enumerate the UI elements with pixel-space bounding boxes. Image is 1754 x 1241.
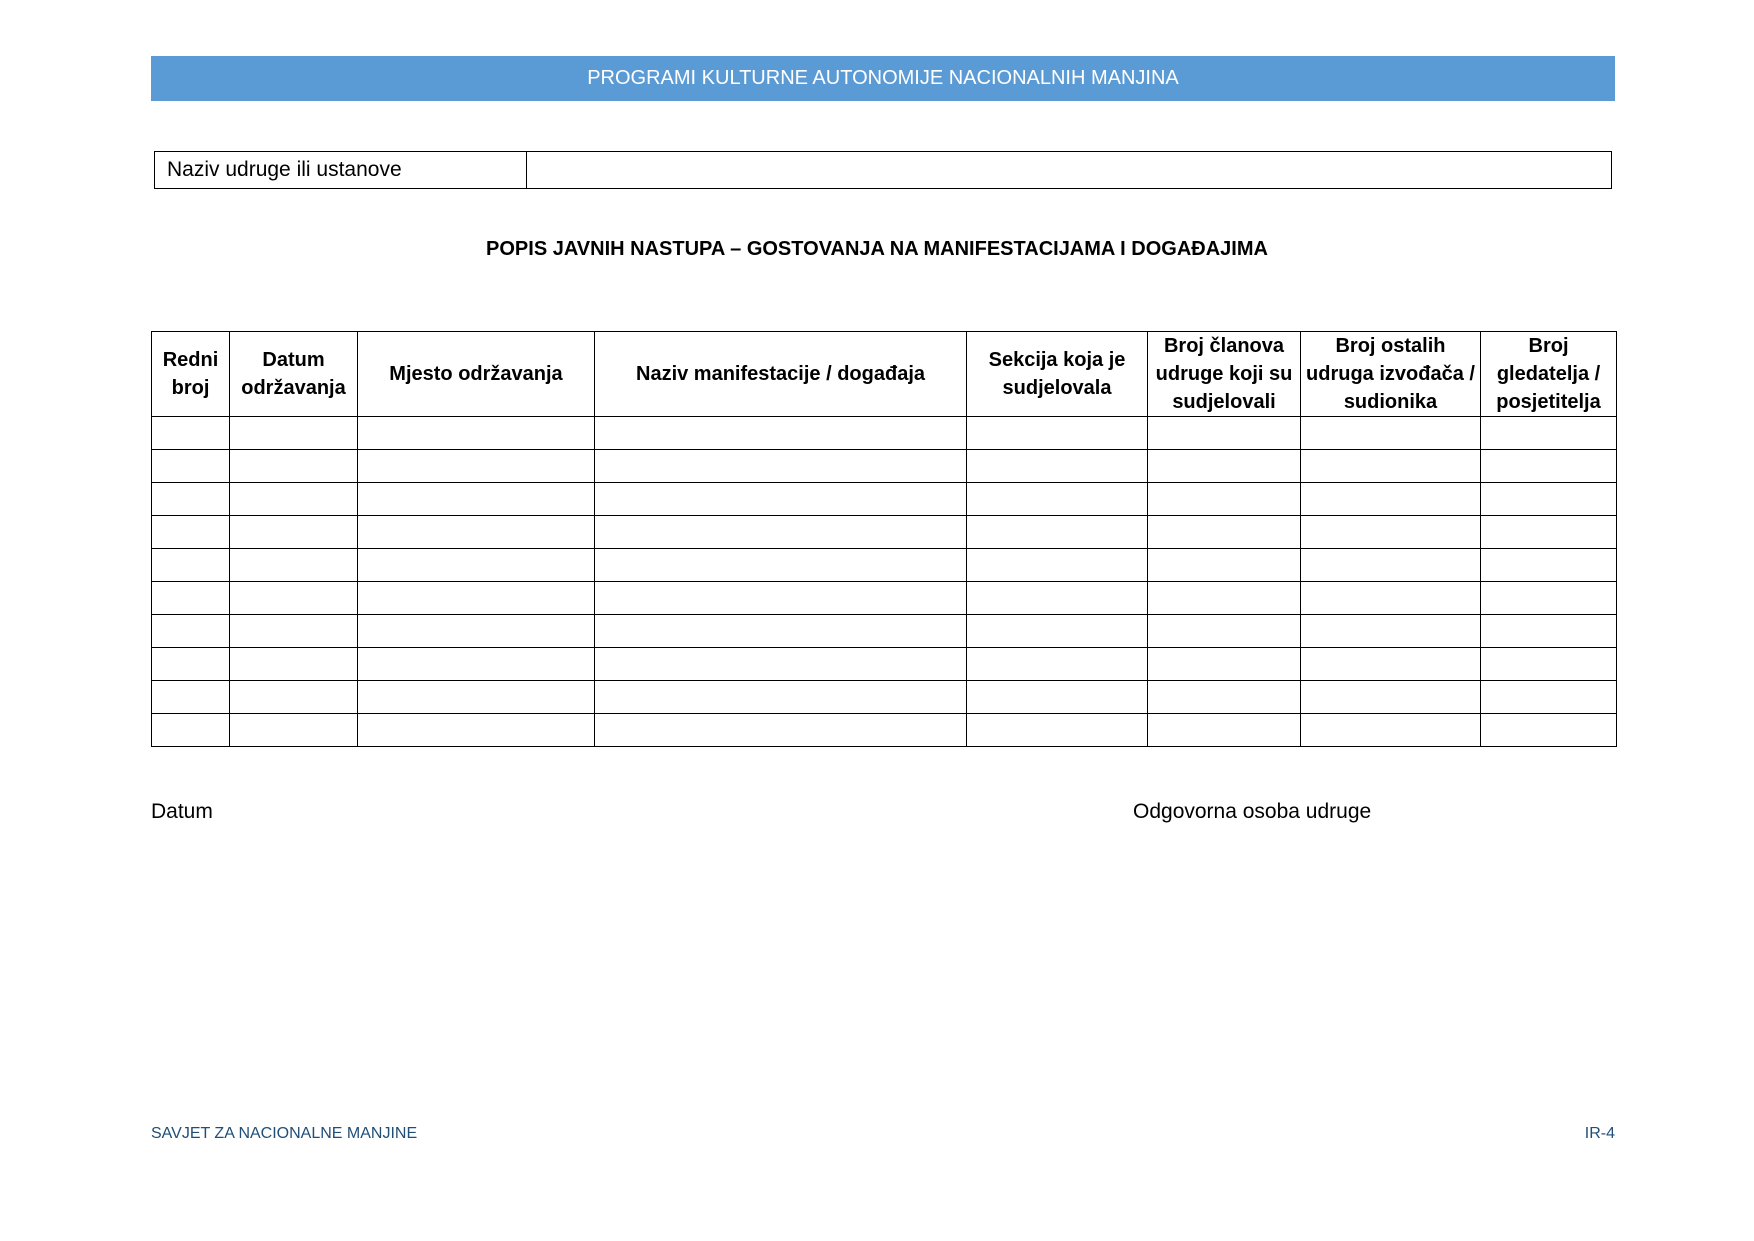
- table-cell[interactable]: [1301, 714, 1481, 747]
- table-cell[interactable]: [152, 450, 230, 483]
- table-cell[interactable]: [230, 582, 358, 615]
- table-cell[interactable]: [1301, 549, 1481, 582]
- table-cell[interactable]: [1301, 615, 1481, 648]
- table-cell[interactable]: [152, 483, 230, 516]
- table-cell[interactable]: [358, 582, 595, 615]
- table-cell[interactable]: [1148, 582, 1301, 615]
- column-header-date: Datum održavanja: [230, 332, 358, 417]
- table-cell[interactable]: [230, 516, 358, 549]
- table-cell[interactable]: [1481, 516, 1617, 549]
- table-cell[interactable]: [1301, 483, 1481, 516]
- table-cell[interactable]: [1481, 450, 1617, 483]
- table-cell[interactable]: [967, 549, 1148, 582]
- table-cell[interactable]: [1301, 582, 1481, 615]
- column-header-other-associations: Broj ostalih udruga izvođača / sudionika: [1301, 332, 1481, 417]
- table-header-row: [152, 332, 1617, 417]
- table-cell[interactable]: [230, 681, 358, 714]
- table-cell[interactable]: [1148, 516, 1301, 549]
- table-cell[interactable]: [967, 582, 1148, 615]
- table-cell[interactable]: [152, 714, 230, 747]
- table-row: [152, 714, 1617, 747]
- table-cell[interactable]: [1301, 450, 1481, 483]
- table-cell[interactable]: [1148, 450, 1301, 483]
- table-cell[interactable]: [1481, 615, 1617, 648]
- table-cell[interactable]: [595, 417, 967, 450]
- table-cell[interactable]: [595, 648, 967, 681]
- table-cell[interactable]: [358, 417, 595, 450]
- column-header-event-name: Naziv manifestacije / događaja: [595, 332, 967, 417]
- table-cell[interactable]: [595, 681, 967, 714]
- header-banner: [151, 56, 1615, 101]
- table-row: [152, 681, 1617, 714]
- column-header-ordinal: Redni broj: [152, 332, 230, 417]
- column-header-member-count: Broj članova udruge koji su sudjelovali: [1148, 332, 1301, 417]
- table-cell[interactable]: [1148, 648, 1301, 681]
- footer-organization: SAVJET ZA NACIONALNE MANJINE: [151, 1125, 418, 1142]
- table-cell[interactable]: [1481, 483, 1617, 516]
- table-cell[interactable]: [967, 516, 1148, 549]
- table-cell[interactable]: [967, 483, 1148, 516]
- table-cell[interactable]: [230, 615, 358, 648]
- table-cell[interactable]: [358, 648, 595, 681]
- table-row: [152, 615, 1617, 648]
- column-header-location: Mjesto održavanja: [358, 332, 595, 417]
- table-cell[interactable]: [358, 516, 595, 549]
- organization-label: Naziv udruge ili ustanove: [155, 152, 527, 189]
- column-header-audience-count: Broj gledatelja / posjetitelja: [1481, 332, 1617, 417]
- table-row: [152, 483, 1617, 516]
- table-cell[interactable]: [1301, 516, 1481, 549]
- table-cell[interactable]: [230, 450, 358, 483]
- table-cell[interactable]: [595, 483, 967, 516]
- table-cell[interactable]: [230, 648, 358, 681]
- table-cell[interactable]: [230, 417, 358, 450]
- table-cell[interactable]: [358, 450, 595, 483]
- table-cell[interactable]: [967, 648, 1148, 681]
- table-cell[interactable]: [595, 714, 967, 747]
- table-cell[interactable]: [230, 549, 358, 582]
- table-cell[interactable]: [1148, 417, 1301, 450]
- organization-table: [154, 151, 1612, 189]
- organization-name-field[interactable]: [527, 152, 1612, 189]
- table-cell[interactable]: [358, 714, 595, 747]
- table-cell[interactable]: [967, 681, 1148, 714]
- table-cell[interactable]: [230, 714, 358, 747]
- banner-title: PROGRAMI KULTURNE AUTONOMIJE NACIONALNIH MANJINA: [587, 67, 1179, 89]
- table-cell[interactable]: [152, 417, 230, 450]
- events-table: [151, 331, 1617, 747]
- table-cell[interactable]: [595, 582, 967, 615]
- table-cell[interactable]: [358, 483, 595, 516]
- table-row: [152, 582, 1617, 615]
- table-cell[interactable]: [1301, 648, 1481, 681]
- table-cell[interactable]: [1148, 483, 1301, 516]
- table-body: [152, 417, 1617, 747]
- column-header-section: Sekcija koja je sudjelovala: [967, 332, 1148, 417]
- table-cell[interactable]: [1481, 714, 1617, 747]
- table-cell[interactable]: [152, 516, 230, 549]
- table-cell[interactable]: [152, 615, 230, 648]
- table-cell[interactable]: [152, 582, 230, 615]
- table-cell[interactable]: [152, 681, 230, 714]
- document-title: POPIS JAVNIH NASTUPA – GOSTOVANJA NA MANIFESTACIJAMA I DOGAĐAJIMA: [486, 238, 1268, 260]
- table-cell[interactable]: [595, 516, 967, 549]
- table-cell[interactable]: [967, 615, 1148, 648]
- table-cell[interactable]: [967, 714, 1148, 747]
- table-cell[interactable]: [967, 417, 1148, 450]
- table-cell[interactable]: [1481, 549, 1617, 582]
- table-cell[interactable]: [1148, 615, 1301, 648]
- table-cell[interactable]: [358, 549, 595, 582]
- table-cell[interactable]: [595, 450, 967, 483]
- date-label: Datum: [151, 800, 213, 823]
- table-cell[interactable]: [595, 549, 967, 582]
- table-cell[interactable]: [595, 615, 967, 648]
- table-cell[interactable]: [1148, 714, 1301, 747]
- table-row: [152, 549, 1617, 582]
- responsible-person-label: Odgovorna osoba udruge: [1133, 800, 1372, 823]
- table-cell[interactable]: [358, 615, 595, 648]
- table-cell[interactable]: [1148, 681, 1301, 714]
- table-cell[interactable]: [152, 648, 230, 681]
- table-cell[interactable]: [1481, 648, 1617, 681]
- table-cell[interactable]: [1301, 417, 1481, 450]
- footer-form-code: IR-4: [1584, 1125, 1615, 1142]
- table-cell[interactable]: [1481, 681, 1617, 714]
- table-cell[interactable]: [1301, 681, 1481, 714]
- table-cell[interactable]: [230, 483, 358, 516]
- table-row: [152, 450, 1617, 483]
- table-cell[interactable]: [1481, 582, 1617, 615]
- table-cell[interactable]: [967, 450, 1148, 483]
- table-cell[interactable]: [1481, 417, 1617, 450]
- table-cell[interactable]: [1148, 549, 1301, 582]
- table-row: [152, 516, 1617, 549]
- table-row: [152, 417, 1617, 450]
- table-row: [152, 648, 1617, 681]
- table-cell[interactable]: [358, 681, 595, 714]
- table-cell[interactable]: [152, 549, 230, 582]
